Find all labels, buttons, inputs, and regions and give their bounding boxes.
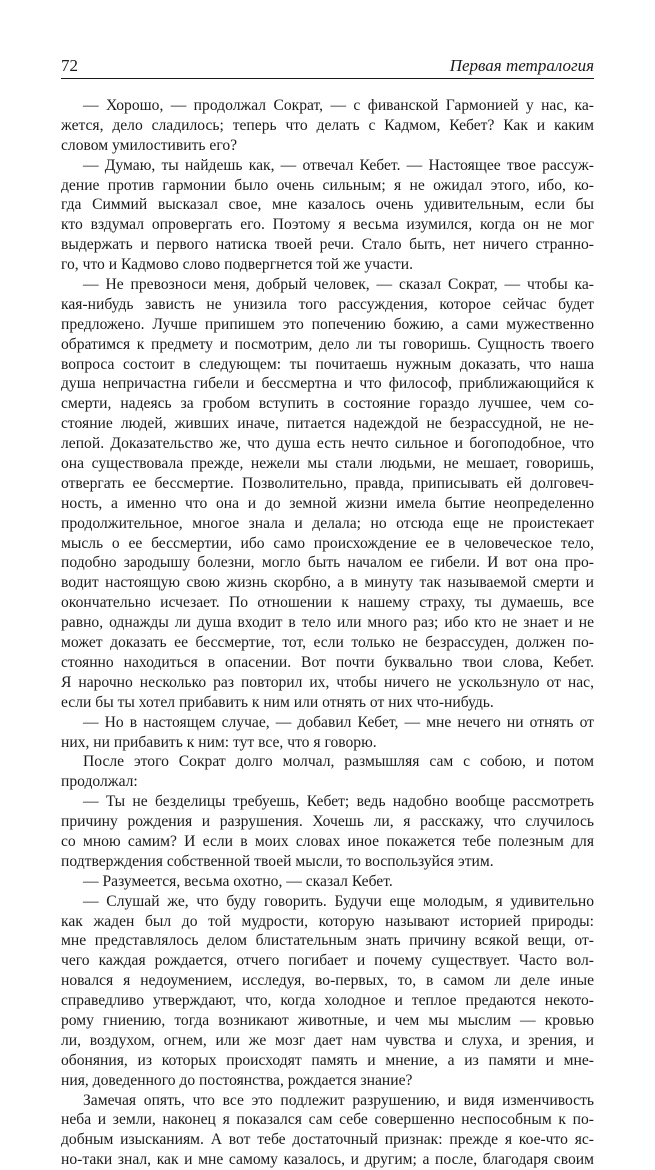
text-line: — Ты не безделицы требуешь, Кебет; ведь надобно вообще рассмотреть: [83, 793, 594, 811]
text-line: она существовала прежде, нежели мы стали людьми, не мешает, говоришь,: [61, 455, 594, 473]
text-line: — Не превозноси меня, добрый человек, — сказал Сократ, — чтобы ка-: [83, 276, 594, 294]
text-line: как жаден был до той мудрости, которую называют историей природы:: [61, 912, 594, 930]
text-line: продолжительное, многое знала и делала; но отсюда еще не проистекает: [61, 514, 594, 532]
text-line: чего каждая рождается, отчего погибает и почему существует. Часто вол-: [61, 952, 594, 970]
text-line: кая-нибудь зависть не унизила того рассуждения, которое сейчас будет: [61, 295, 594, 313]
text-line: кто вздумал опровергать его. Поэтому я весьма изумился, когда он не мог: [61, 216, 594, 234]
text-line: выдержать и первого натиска твоей речи. Стало быть, нет ничего странно-: [61, 236, 594, 254]
text-line: мысль о ее бессмертии, ибо само происхождение ее в человеческое тело,: [61, 534, 594, 552]
text-line: жется, дело сладилось; теперь что делать с Кадмом, Кебет? Как и каким: [61, 116, 594, 134]
body-text: [61, 96, 594, 1170]
text-line: неба и земли, наконец я показался сам себе совершенно неспособным к по-: [61, 1111, 594, 1129]
text-line: вопроса состоит в следующем: ты почитаешь нужным доказать, что наша: [61, 355, 594, 373]
text-line: обратимся к предмету и посмотрим, дело ли ты говоришь. Сущность твоего: [61, 335, 594, 353]
text-line: гда Симмий высказал свое, мне казалось очень удивительным, если бы: [61, 196, 594, 214]
text-line: них, ни прибавить к ним: тут все, что я говорю.: [61, 733, 377, 751]
page-number: 72: [61, 56, 78, 75]
text-line: смерти, надеясь за гробом вступить в состояние гораздо лучшее, чем со-: [61, 395, 594, 413]
text-line: Замечая опять, что все это подлежит разрушению, и видя изменчивость: [83, 1091, 594, 1109]
text-line: мне представлялось делом блистательным знать причину всякой вещи, от-: [61, 932, 594, 950]
text-line: — Но в настоящем случае, — добавил Кебет, — мне нечего ни отнять от: [83, 713, 594, 731]
text-line: стояние людей, живших иначе, питается надеждой не безрассудной, не не-: [61, 415, 594, 433]
text-line: равно, однажды ли душа входит в тело или много раз; ибо кто не знает и не: [61, 614, 594, 632]
text-line: лепой. Доказательство же, что душа есть нечто сильное и богоподобное, что: [61, 435, 594, 453]
text-line: окончательно исчезает. По отношении к нашему страху, ты думаешь, все: [61, 594, 594, 612]
text-line: го, что и Кадмово слово подвергнется той же участи.: [61, 256, 413, 274]
text-line: продолжал:: [61, 773, 138, 791]
text-line: причину рождения и разрушения. Хочешь ли, я расскажу, что случилось: [61, 813, 594, 831]
text-line: предложено. Лучше припишем это попечению божию, а сами мужественно: [61, 315, 594, 333]
text-line: но-таки знал, как и мне самому казалось, и другим; а после, благодаря своим: [61, 1151, 594, 1169]
text-line: дение против гармонии было очень сильным; я не ожидал этого, ибо, ко-: [61, 176, 594, 194]
text-line: ность, а именно что она и до земной жизни имела бытие неопределенно: [61, 494, 594, 512]
text-line: может доказать ее бессмертие, тот, если только не безрассуден, должен по-: [61, 634, 594, 652]
text-line: рому гниению, тогда возникают животные, и чем мы мыслим — кровью: [61, 1011, 594, 1029]
text-line: отвергать ее бессмертие. Позволительно, правда, приписывать ей долговеч-: [61, 474, 594, 492]
text-line: если бы ты хотел прибавить к ним или отнять от них что-нибудь.: [61, 693, 494, 711]
text-line: новался я недоумением, исследуя, во-первых, то, в самом ли деле иные: [61, 972, 594, 990]
text-line: — Думаю, ты найдешь как, — отвечал Кебет. — Настоящее твое рассуж-: [83, 156, 594, 174]
text-line: ния, доведенного до постоянства, рождается знание?: [61, 1071, 413, 1089]
text-line: душа непричастна гибели и бессмертна и что философ, приближающийся к: [61, 375, 594, 393]
text-line: стоянно находиться в опасении. Вот почти буквально твои слова, Кебет.: [61, 653, 594, 671]
running-title: Первая тетралогия: [449, 56, 594, 75]
text-line: — Слушай же, что буду говорить. Будучи еще молодым, я удивительно: [83, 892, 594, 910]
text-line: ли, воздухом, огнем, или же мозг дает нам чувства и слуха, и зрения, и: [61, 1031, 594, 1049]
text-line: подобно зародышу болезни, могло быть началом ее гибели. И вот она про-: [61, 554, 594, 572]
text-line: обоняния, из которых происходят память и мнение, а из памяти и мне-: [61, 1051, 594, 1069]
text-line: — Разумеется, весьма охотно, — сказал Кебет.: [83, 872, 393, 890]
text-line: После этого Сократ долго молчал, размышляя сам с собою, и потом: [83, 753, 594, 771]
text-line: водит настоящую свою жизнь скорбно, а в минуту так называемой смерти и: [61, 574, 594, 592]
text-line: Я нарочно несколько раз повторил их, чтобы ничего не ускользнуло от нас,: [61, 673, 594, 691]
text-line: добным изысканиям. А вот тебе достаточный признак: прежде я кое-что яс-: [61, 1131, 594, 1149]
page-header: [61, 54, 594, 79]
text-line: — Хорошо, — продолжал Сократ, — с фиванской Гармонией у нас, ка-: [83, 97, 594, 114]
text-line: справедливо утверждают, что, когда холодное и теплое предаются некото-: [61, 992, 594, 1010]
text-line: словом умилостивить его?: [61, 136, 238, 154]
text-line: со мною самим? И если в моих словах иное покажется тебе полезным для: [61, 832, 594, 850]
text-line: подтверждения собственной твоей мысли, то воспользуйся этим.: [61, 852, 494, 870]
